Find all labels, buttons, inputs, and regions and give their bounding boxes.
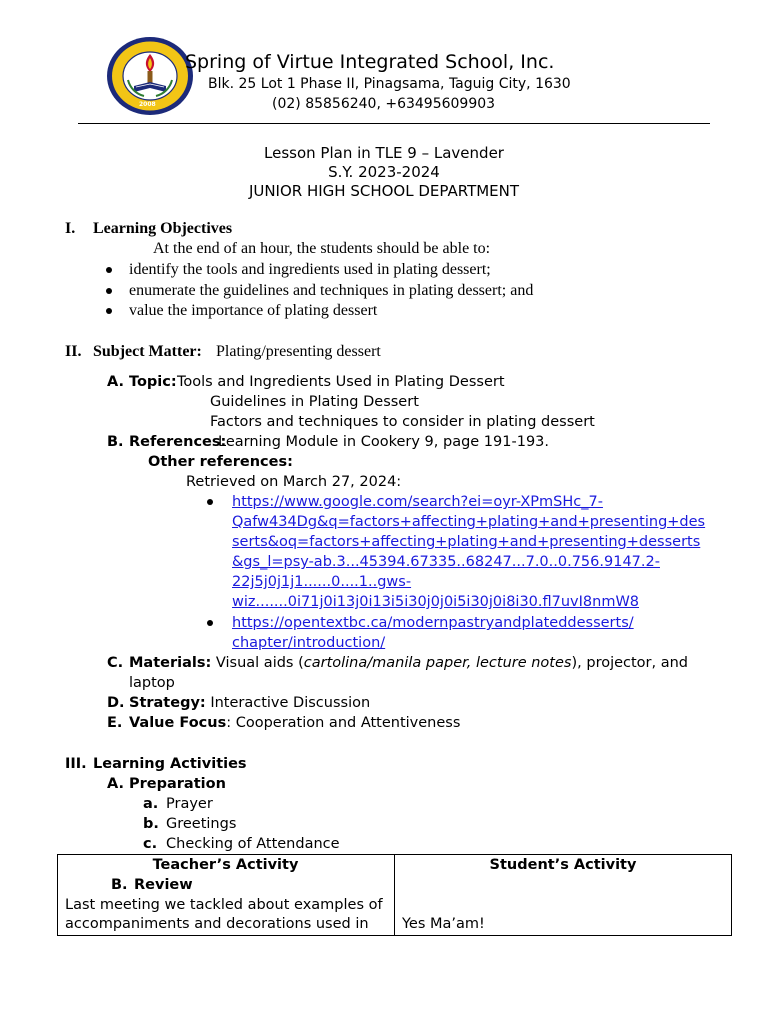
- materials-post: ), projector, and: [571, 655, 689, 671]
- student-response: Yes Ma’am!: [402, 916, 485, 932]
- materials-label: Materials:: [129, 655, 212, 671]
- teacher-activity-header: Teacher’s Activity: [152, 857, 299, 873]
- preparation-label: Preparation: [129, 776, 226, 792]
- section-1-heading: Learning Objectives: [93, 220, 233, 237]
- prep-item-letter: c.: [143, 836, 158, 852]
- reference-link-opentextbc[interactable]: https://opentextbc.ca/modernpastryandplateddesserts/: [232, 615, 634, 631]
- prep-item-letter: b.: [143, 816, 159, 832]
- retrieved-date: Retrieved on March 27, 2024:: [186, 474, 402, 490]
- review-letter: B.: [111, 877, 128, 893]
- reference-link-google[interactable]: Qafw434Dg&q=factors+affecting+plating+and+presenting+des: [232, 514, 706, 530]
- reference-link-google[interactable]: serts&oq=factors+affecting+plating+and+presenting+desserts: [232, 534, 701, 550]
- reference-link-google[interactable]: &gs_l=psy-ab.3...45394.67335..68247...7.0..0.756.9147.2-: [232, 554, 660, 570]
- strategy-label: Strategy:: [129, 695, 206, 711]
- preparation-letter: A.: [107, 776, 124, 792]
- bullet-icon: [207, 620, 213, 626]
- teacher-activity-text: accompaniments and decorations used in: [65, 916, 369, 932]
- references-letter: B.: [107, 434, 124, 450]
- reference-link-opentextbc[interactable]: chapter/introduction/: [232, 635, 386, 651]
- bullet-icon: [106, 267, 112, 273]
- section-2-numeral: II.: [65, 343, 82, 360]
- section-3-heading: Learning Activities: [93, 756, 247, 772]
- materials-line-2: laptop: [129, 675, 175, 691]
- reference-link-google[interactable]: https://www.google.com/search?ei=oyr-XPmSHc_7-: [232, 494, 603, 510]
- school-name: Spring of Virtue Integrated School, Inc.: [185, 51, 555, 73]
- materials-pre: Visual aids (: [215, 655, 304, 671]
- strategy-value: Interactive Discussion: [210, 695, 371, 711]
- section-1-numeral: I.: [65, 220, 76, 237]
- strategy-line: [129, 695, 370, 711]
- topic-item: Factors and techniques to consider in plating dessert: [210, 414, 595, 430]
- bullet-icon: [106, 308, 112, 314]
- bullet-icon: [207, 499, 213, 505]
- strategy-letter: D.: [107, 695, 125, 711]
- references-label: References:: [129, 434, 227, 450]
- objective-item: value the importance of plating dessert: [129, 302, 378, 319]
- header-divider: [78, 123, 710, 124]
- objective-item: identify the tools and ingredients used in plating dessert;: [129, 261, 491, 278]
- section-3-numeral: III.: [65, 756, 87, 772]
- bullet-icon: [106, 288, 112, 294]
- value-focus-letter: E.: [107, 715, 123, 731]
- teacher-activity-text: Last meeting we tackled about examples of: [65, 897, 383, 913]
- materials-italic: cartolina/manila paper, lecture notes: [303, 655, 572, 671]
- prep-item-greetings: Greetings: [166, 816, 237, 832]
- objective-item: enumerate the guidelines and techniques in plating dessert; and: [129, 282, 534, 299]
- section-2-heading: Subject Matter:: [93, 343, 202, 360]
- school-year: S.Y. 2023-2024: [328, 163, 440, 181]
- materials-line: [129, 655, 688, 671]
- school-contact: (02) 85856240, +63495609903: [272, 96, 496, 112]
- review-label: Review: [134, 877, 193, 893]
- prep-item-attendance: Checking of Attendance: [166, 836, 340, 852]
- logo-year: 2008: [139, 101, 156, 108]
- student-activity-header: Student’s Activity: [489, 857, 637, 873]
- references-value: Learning Module in Cookery 9, page 191-193.: [218, 434, 550, 450]
- school-address: Blk. 25 Lot 1 Phase II, Pinagsama, Taguig City, 1630: [208, 76, 571, 92]
- prep-item-prayer: Prayer: [166, 796, 213, 812]
- lesson-plan-title: Lesson Plan in TLE 9 – Lavender: [264, 144, 504, 162]
- value-focus-value: : Cooperation and Attentiveness: [226, 715, 461, 731]
- topic-item: Guidelines in Plating Dessert: [210, 394, 419, 410]
- prep-item-letter: a.: [143, 796, 159, 812]
- objectives-intro: At the end of an hour, the students should be able to:: [153, 240, 491, 257]
- topic-item: Tools and Ingredients Used in Plating Dessert: [177, 374, 505, 390]
- value-focus-label: Value Focus: [129, 715, 227, 731]
- topic-label: Topic:: [129, 374, 177, 390]
- materials-letter: C.: [107, 655, 124, 671]
- reference-link-google[interactable]: wiz.......0i71j0i13j0i13i5i30j0j0i5i30j0i8i30.fl7uvI8nmW8: [232, 594, 640, 610]
- other-references-label: Other references:: [148, 454, 293, 470]
- subject-matter-value: Plating/presenting dessert: [216, 343, 381, 360]
- department: JUNIOR HIGH SCHOOL DEPARTMENT: [248, 182, 520, 200]
- value-focus-line: [129, 715, 460, 731]
- topic-letter: A.: [107, 374, 124, 390]
- reference-link-google[interactable]: 22j5j0j1j1......0....1..gws-: [232, 574, 412, 590]
